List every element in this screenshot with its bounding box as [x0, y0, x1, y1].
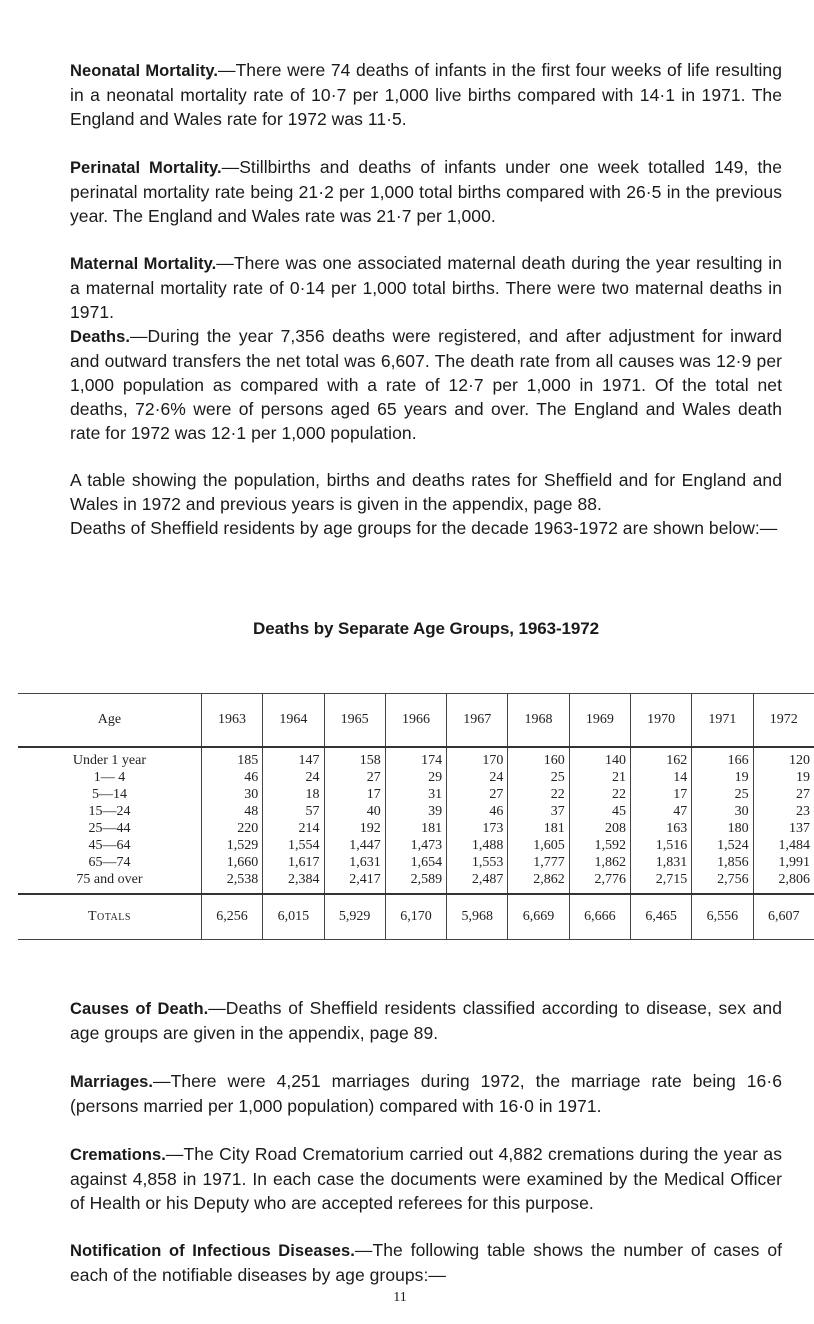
death-count-cell: 2,589 [385, 871, 446, 894]
totals-label: Totals [18, 894, 201, 940]
paragraph-notification [70, 1238, 782, 1287]
death-count-cell: 1,592 [569, 837, 630, 854]
death-count-cell: 2,538 [201, 871, 262, 894]
death-count-cell: 29 [385, 769, 446, 786]
death-count-cell: 140 [569, 747, 630, 769]
heading-deaths: Deaths. [70, 328, 130, 346]
death-count-cell: 181 [508, 820, 569, 837]
death-count-cell: 27 [753, 786, 814, 803]
table-row [18, 747, 814, 769]
death-count-cell: 1,524 [692, 837, 753, 854]
death-count-cell: 220 [201, 820, 262, 837]
year-header: 1969 [569, 694, 630, 748]
death-count-cell: 1,856 [692, 854, 753, 871]
death-count-cell: 162 [630, 747, 691, 769]
death-count-cell: 1,660 [201, 854, 262, 871]
death-count-cell: 24 [447, 769, 508, 786]
paragraph-cremations [70, 1142, 782, 1215]
death-count-cell: 37 [508, 803, 569, 820]
death-count-cell: 48 [201, 803, 262, 820]
text-perinatal-mortality: —Stillbirths and deaths of infants under one week totalled 149, the perinatal mortality rate being 21·2 per 1,000 total births compared with 26·5 in the previous year. The England and Wales rate was 21·7 per 1,000. [70, 157, 782, 226]
death-count-cell: 1,777 [508, 854, 569, 871]
death-count-cell: 22 [569, 786, 630, 803]
heading-perinatal-mortality: Perinatal Mortality. [70, 159, 222, 177]
heading-notification: Notification of Infectious Diseases. [70, 1242, 355, 1260]
paragraph-age-intro: Deaths of Sheffield residents by age groups for the decade 1963-1972 are shown below:— [70, 518, 778, 538]
year-header: 1965 [324, 694, 385, 748]
text-maternal-mortality: —There was one associated maternal death during the year resulting in a maternal mortality rate of 0·14 per 1,000 total births. There were two maternal deaths in 1971. [70, 253, 782, 322]
age-group-cell: 15—24 [88, 804, 131, 819]
year-header: 1967 [447, 694, 508, 748]
table-title: Deaths by Separate Age Groups, 1963-1972 [253, 619, 599, 638]
text-marriages: —There were 4,251 marriages during 1972, the marriage rate being 16·6 (persons married per 1,000 population) compared with 16·0 in 1971. [70, 1071, 782, 1116]
age-group-cell: 1— 4 [93, 770, 126, 785]
death-count-cell: 25 [692, 786, 753, 803]
total-cell: 6,669 [508, 894, 569, 940]
death-count-cell: 46 [201, 769, 262, 786]
death-count-cell: 160 [508, 747, 569, 769]
death-count-cell: 185 [201, 747, 262, 769]
text-cremations: —The City Road Crematorium carried out 4,882 cremations during the year as against 4,858 in 1971. In each case the documents were examined by the Medical Officer of Health or his Deputy who are accepted referees for this purpose. [70, 1144, 782, 1213]
age-group-cell: 65—74 [88, 855, 131, 870]
paragraph-perinatal-mortality [70, 155, 782, 228]
death-count-cell: 57 [263, 803, 324, 820]
table-header-row [18, 694, 814, 748]
death-count-cell: 1,529 [201, 837, 262, 854]
death-count-cell: 2,417 [324, 871, 385, 894]
total-cell: 6,607 [753, 894, 814, 940]
total-cell: 6,256 [201, 894, 262, 940]
death-count-cell: 30 [692, 803, 753, 820]
total-cell: 6,170 [385, 894, 446, 940]
year-header: 1968 [508, 694, 569, 748]
page-number: 11 [393, 1290, 407, 1305]
total-cell: 6,666 [569, 894, 630, 940]
text-deaths: —During the year 7,356 deaths were registered, and after adjustment for inward and outward transfers the net total was 6,607. The death rate from all causes was 12·9 per 1,000 population as compared with a rate of 12·7 per 1,000 in 1971. Of the total net deaths, 72·6% were of persons aged 65 years and over. The England and Wales death rate for 1972 was 12·1 per 1,000 population. [70, 326, 782, 443]
death-count-cell: 1,605 [508, 837, 569, 854]
death-count-cell: 163 [630, 820, 691, 837]
totals-row [18, 894, 814, 940]
death-count-cell: 21 [569, 769, 630, 786]
death-count-cell: 120 [753, 747, 814, 769]
paragraph-table-note: A table showing the population, births and deaths rates for Sheffield and for England and Wales in 1972 and previous years is given in the appendix, page 88. [70, 470, 782, 514]
death-count-cell: 2,384 [263, 871, 324, 894]
death-count-cell: 1,617 [263, 854, 324, 871]
death-count-cell: 1,554 [263, 837, 324, 854]
year-header: 1972 [753, 694, 814, 748]
year-header: 1966 [385, 694, 446, 748]
heading-maternal-mortality: Maternal Mortality. [70, 255, 217, 273]
death-count-cell: 1,862 [569, 854, 630, 871]
paragraph-neonatal-mortality [70, 58, 782, 131]
death-count-cell: 1,991 [753, 854, 814, 871]
death-count-cell: 137 [753, 820, 814, 837]
table-row [18, 837, 814, 854]
table-row [18, 871, 814, 894]
total-cell: 6,465 [630, 894, 691, 940]
deaths-table-wrapper [18, 693, 814, 940]
death-count-cell: 14 [630, 769, 691, 786]
year-header: 1970 [630, 694, 691, 748]
death-count-cell: 166 [692, 747, 753, 769]
death-count-cell: 1,484 [753, 837, 814, 854]
death-count-cell: 1,488 [447, 837, 508, 854]
death-count-cell: 1,516 [630, 837, 691, 854]
year-header: 1963 [201, 694, 262, 748]
death-count-cell: 40 [324, 803, 385, 820]
death-count-cell: 2,776 [569, 871, 630, 894]
paragraph-causes-of-death [70, 996, 782, 1045]
paragraph-marriages [70, 1069, 782, 1118]
text-causes-of-death: —Deaths of Sheffield residents classified according to disease, sex and age groups are given in the appendix, page 89. [70, 998, 782, 1043]
death-count-cell: 174 [385, 747, 446, 769]
age-group-cell: 25—44 [88, 821, 131, 836]
total-cell: 6,556 [692, 894, 753, 940]
death-count-cell: 24 [263, 769, 324, 786]
death-count-cell: 181 [385, 820, 446, 837]
death-count-cell: 22 [508, 786, 569, 803]
total-cell: 6,015 [263, 894, 324, 940]
death-count-cell: 23 [753, 803, 814, 820]
death-count-cell: 25 [508, 769, 569, 786]
death-count-cell: 2,862 [508, 871, 569, 894]
death-count-cell: 17 [324, 786, 385, 803]
death-count-cell: 173 [447, 820, 508, 837]
age-group-cell: 75 and over [76, 872, 143, 887]
death-count-cell: 170 [447, 747, 508, 769]
heading-cremations: Cremations. [70, 1146, 166, 1164]
total-cell: 5,929 [324, 894, 385, 940]
table-body [18, 747, 814, 894]
age-group-cell: Under 1 year [72, 753, 146, 768]
deaths-by-age-table [18, 693, 814, 940]
death-count-cell: 2,715 [630, 871, 691, 894]
table-row [18, 854, 814, 871]
table-row [18, 786, 814, 803]
death-count-cell: 192 [324, 820, 385, 837]
age-group-cell: 5—14 [91, 787, 127, 802]
text-notification: —The following table shows the number of cases of each of the notifiable diseases by age groups:— [70, 1240, 783, 1285]
death-count-cell: 27 [447, 786, 508, 803]
table-row [18, 820, 814, 837]
death-count-cell: 2,487 [447, 871, 508, 894]
death-count-cell: 47 [630, 803, 691, 820]
death-count-cell: 1,631 [324, 854, 385, 871]
death-count-cell: 147 [263, 747, 324, 769]
death-count-cell: 158 [324, 747, 385, 769]
death-count-cell: 46 [447, 803, 508, 820]
death-count-cell: 1,831 [630, 854, 691, 871]
year-header: 1971 [692, 694, 753, 748]
table-row [18, 769, 814, 786]
death-count-cell: 1,473 [385, 837, 446, 854]
death-count-cell: 18 [263, 786, 324, 803]
paragraph-maternal-mortality [70, 251, 782, 324]
paragraph-deaths [70, 324, 782, 445]
death-count-cell: 1,553 [447, 854, 508, 871]
table-row [18, 803, 814, 820]
year-header: 1964 [263, 694, 324, 748]
text-neonatal-mortality: —There were 74 deaths of infants in the first four weeks of life resulting in a neonatal mortality rate of 10·7 per 1,000 live births compared with 14·1 in 1971. The England and Wales rate for 1972 was 11·5. [70, 60, 782, 129]
death-count-cell: 31 [385, 786, 446, 803]
death-count-cell: 27 [324, 769, 385, 786]
death-count-cell: 30 [201, 786, 262, 803]
age-column-header: Age [18, 694, 201, 748]
death-count-cell: 2,806 [753, 871, 814, 894]
death-count-cell: 214 [263, 820, 324, 837]
heading-neonatal-mortality: Neonatal Mortality. [70, 62, 219, 80]
death-count-cell: 180 [692, 820, 753, 837]
death-count-cell: 1,654 [385, 854, 446, 871]
death-count-cell: 19 [753, 769, 814, 786]
age-group-cell: 45—64 [88, 838, 131, 853]
death-count-cell: 17 [630, 786, 691, 803]
death-count-cell: 2,756 [692, 871, 753, 894]
death-count-cell: 19 [692, 769, 753, 786]
heading-marriages: Marriages. [70, 1073, 154, 1091]
death-count-cell: 1,447 [324, 837, 385, 854]
death-count-cell: 39 [385, 803, 446, 820]
death-count-cell: 208 [569, 820, 630, 837]
heading-causes-of-death: Causes of Death. [70, 1000, 209, 1018]
total-cell: 5,968 [447, 894, 508, 940]
death-count-cell: 45 [569, 803, 630, 820]
